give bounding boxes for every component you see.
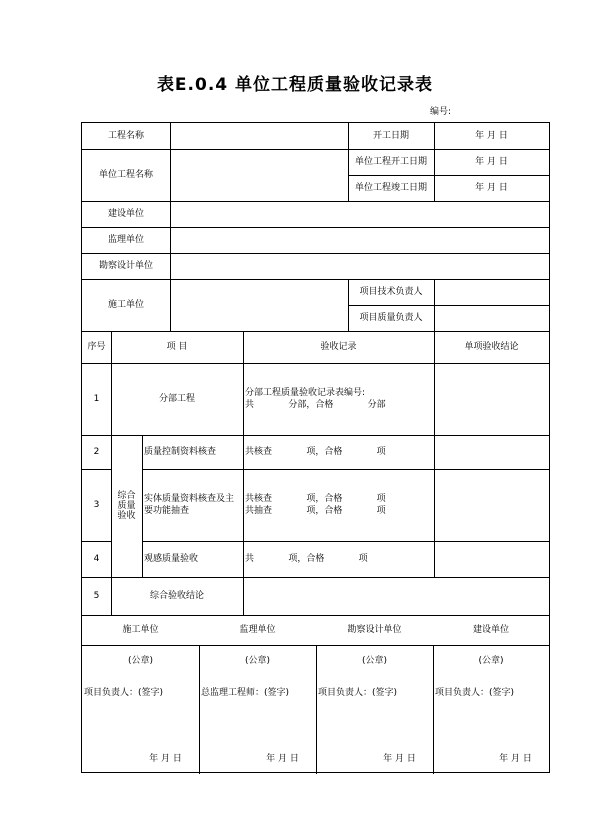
seal-owner: (公章) — [478, 656, 504, 666]
seal-survey-design: (公章) — [361, 656, 388, 666]
row-2-record: 共核查 项，合格 项 — [245, 447, 386, 457]
row-3-seq: 3 — [93, 500, 100, 510]
survey-design-label: 勘察设计单位 — [98, 261, 153, 271]
sign-unit-supervisor: 监理单位 — [239, 625, 276, 635]
supervisor-label: 监理单位 — [107, 235, 144, 245]
signer-contractor: 项目负责人：(签字) — [84, 688, 164, 698]
date-survey-design: 年 月 日 — [383, 754, 416, 764]
unit-end-date-value: 年 月 日 — [475, 183, 508, 193]
start-date-label: 开工日期 — [372, 131, 409, 141]
sign-unit-survey-design: 勘察设计单位 — [347, 625, 402, 635]
row-4-seq: 4 — [93, 554, 100, 564]
unit-start-date-value: 年 月 日 — [475, 157, 508, 167]
row-3-item: 实体质量资料核查及主 要功能抽查 — [144, 494, 235, 516]
row-4-item: 观感质量验收 — [144, 554, 199, 564]
sign-unit-owner: 建设单位 — [472, 625, 509, 635]
row-5-item: 综合验收结论 — [149, 591, 204, 601]
date-contractor: 年 月 日 — [149, 754, 182, 764]
start-date-value: 年 月 日 — [475, 131, 508, 141]
seq-column-header: 序号 — [87, 342, 106, 352]
row-4-record: 共 项，合格 项 — [245, 554, 368, 564]
row-5-seq: 5 — [93, 591, 100, 601]
row-2-seq: 2 — [93, 447, 100, 457]
date-supervisor: 年 月 日 — [266, 754, 299, 764]
owner-label: 建设单位 — [107, 209, 144, 219]
item-column-header: 项 目 — [166, 342, 188, 352]
comprehensive-quality-group — [111, 435, 142, 577]
unit-project-name-label: 单位工程名称 — [98, 170, 153, 180]
row-3-record: 共核查 项，合格 项 共抽查 项，合格 项 — [245, 494, 386, 516]
conclusion-column-header: 单项验收结论 — [464, 342, 519, 352]
sign-unit-contractor: 施工单位 — [122, 625, 159, 635]
group-label: 综合 质量 验收 — [117, 491, 136, 521]
seal-supervisor: (公章) — [244, 656, 271, 666]
unit-end-date-label: 单位工程竣工日期 — [354, 183, 427, 193]
page-title: 表E.0.4 单位工程质量验收记录表 — [156, 75, 434, 95]
unit-start-date-label: 单位工程开工日期 — [354, 157, 427, 167]
row-5-record — [243, 577, 549, 615]
acceptance-record-table — [81, 122, 550, 773]
contractor-label: 施工单位 — [107, 300, 144, 310]
row-1-record: 分部工程质量验收记录表编号: 共 分部，合格 分部 — [245, 388, 386, 410]
quality-lead-label: 项目质量负责人 — [359, 313, 423, 323]
seal-contractor: (公章) — [127, 656, 154, 666]
serial-number-label: 编号: — [430, 107, 452, 117]
project-name-label: 工程名称 — [107, 131, 144, 141]
row-2-item: 质量控制资料核查 — [144, 447, 217, 457]
signer-survey-design: 项目负责人：(签字) — [318, 688, 398, 698]
row-1-seq: 1 — [93, 394, 100, 404]
row-1-item: 分部工程 — [158, 394, 195, 404]
tech-lead-label: 项目技术负责人 — [359, 287, 423, 297]
record-column-header: 验收记录 — [320, 342, 357, 352]
signer-owner: 项目负责人：(签字) — [435, 688, 515, 698]
date-owner: 年 月 日 — [499, 754, 532, 764]
signer-supervisor: 总监理工程师：(签字) — [201, 688, 290, 698]
